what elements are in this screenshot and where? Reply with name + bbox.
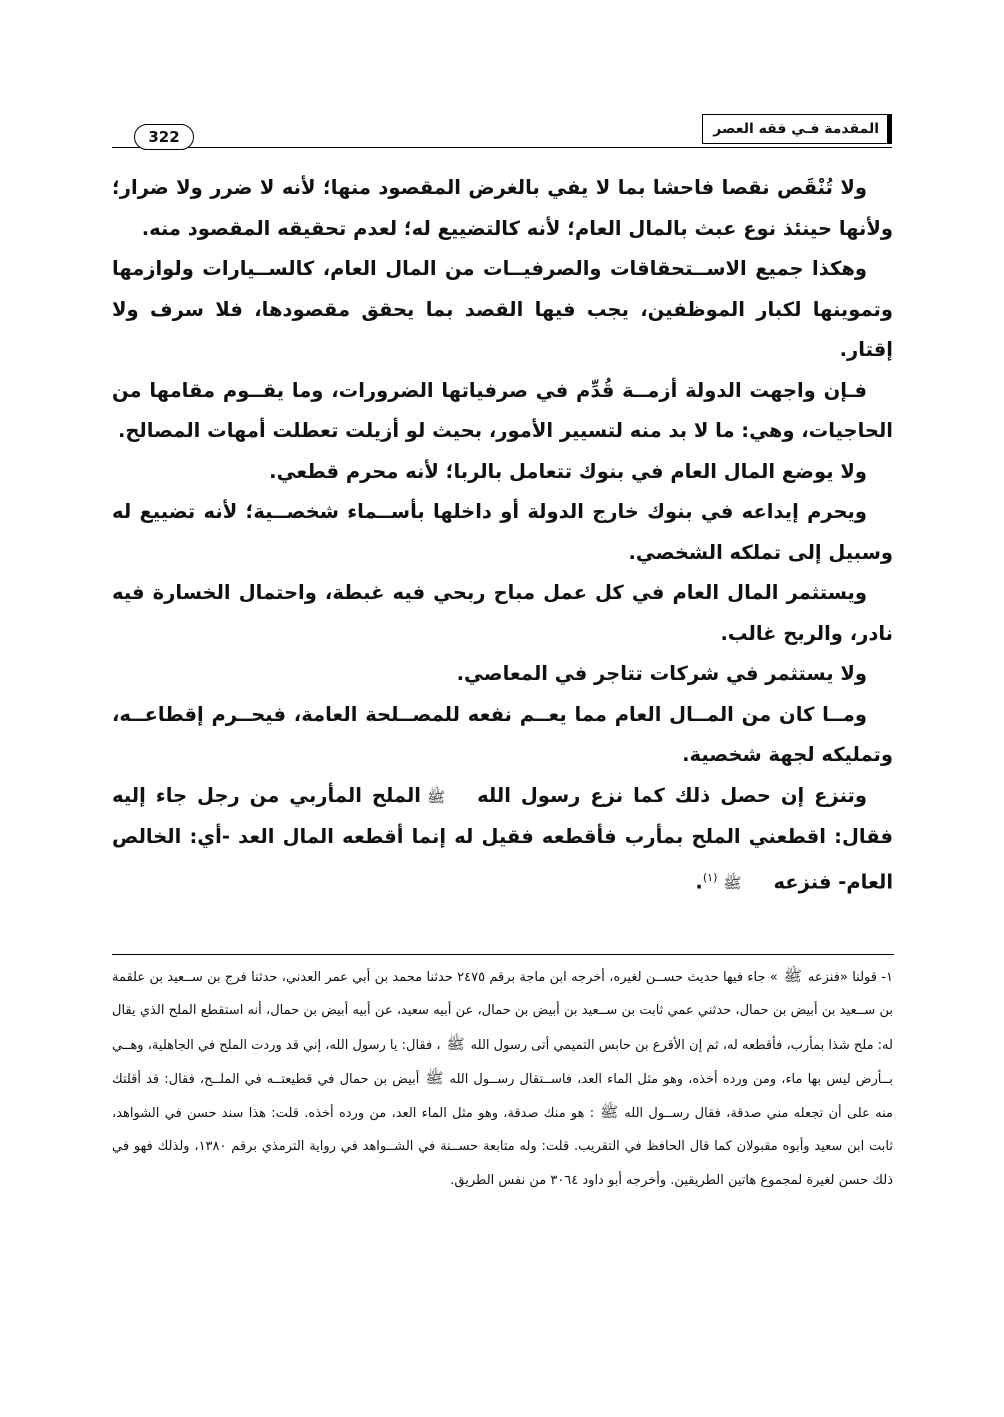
- footnote-text: [112, 960, 893, 1197]
- paragraph-7: ولا يستثمر في شركات تتاجر في المعاصي.: [456, 662, 867, 685]
- paragraph-4: ولا يوضع المال العام في بنوك تتعامل بالربا؛ لأنه محرم قطعي.: [269, 459, 867, 483]
- honorific-symbol: ﷺ: [723, 874, 742, 892]
- paragraph-6: ويستثمر المال العام في كل عمل مباح ربحي فيه غبطة، واحتمال الخسارة فيه نادر، والربح غالب.: [112, 581, 893, 645]
- honorific-symbol: ﷺ: [600, 1103, 619, 1122]
- honorific-symbol: ﷺ: [446, 1034, 465, 1053]
- footnote-part-4: أبيض بن حمال في قطيعتــه في الملــح، فقال: قد أقلتك منه على أن تجعله مني صدقة، فقال رســول الله: [112, 1071, 893, 1122]
- footnote-part-2: » جاء فيها حديث حســن لغيره، أخرجه ابن ماجة برقم ٢٤٧٥ حدثنا محمد بن أبي عمر العدني، حدثنا فرج بن ســعيد بن علقمة بن ســعيد بن أبيض بن حمال، حدثني عمي ثابت بن ســعيد بن أبيض بن حمال، عن أبيه سعيد، عن أبيه أبيض بن حمال، أنه استقطع الملح الذي يقال له: ملح شذا بمأرب، فأقطعه له، ثم إن الأقرع بن حابس التميمي أتى رسول الله: [112, 970, 893, 1053]
- paragraph-2: وهكذا جميع الاســتحقاقات والصرفيــات من المال العام، كالســيارات ولوازمها وتموينها لكبار الموظفين، يجب فيها القصد بما يحقق مقصودها، فلا سرف ولا إقتار.: [112, 257, 893, 361]
- honorific-symbol: ﷺ: [783, 967, 802, 985]
- paragraph-9-part-1: وتنزع إن حصل ذلك كما نزع رسول الله: [477, 783, 867, 807]
- footnote-marker[interactable]: (١): [702, 870, 718, 884]
- honorific-symbol: ﷺ: [426, 787, 446, 806]
- footnote-part-1: ١- قولنا «فنزعه: [807, 970, 893, 985]
- paragraph-3: فـإن واجهت الدولة أزمــة قُدِّم في صرفياتها الضرورات، وما يقــوم مقامها من الحاجيات، وهي: ما لا بد منه لتسيير الأمور، بحيث لو أزيلت تعطلت أمهات المصالح.: [112, 378, 893, 442]
- paragraph-8: ومــا كان من المــال العام مما يعــم نفعه للمصــلحة العامة، فيحــرم إقطاعــه، وتمليكه لجهة شخصية.: [112, 702, 893, 766]
- footnote: [112, 960, 893, 1197]
- footnote-part-5: : هو منك صدقة، وهو مثل الماء العد، من ورده أخذه. قلت: هذا سند حسن في الشواهد، ثابت ابن سعيد وأبوه مقبولان كما قال الحافظ في التقريب. قلت: وله متابعة حســنة في الشــواهد في رواية الترمذي برقم ١٣٨٠، ولذلك فهو في ذلك حسن لغيرة لمجموع هاتين الطريقين. وأخرجه أبو داود ٣٠٦٤ من نفس الطريق.: [112, 1106, 893, 1188]
- footnote-divider: [112, 954, 894, 955]
- paragraph-9-end: .: [695, 870, 703, 893]
- book-title: المقدمة فـي فقه العصر: [702, 114, 892, 144]
- paragraph-9: [112, 776, 893, 904]
- header-rule: [112, 147, 892, 148]
- paragraph-5: ويحرم إيداعه في بنوك خارج الدولة أو داخلها بأســماء شخصــية؛ لأنه تضييع له وسبيل إلى تملكه الشخصي.: [112, 500, 893, 564]
- footnote-part-3: ، فقال: يا رسول الله، إني قد وردت الملح في الجاهلية، وهــي بــأرض ليس بها ماء، ومن ورده أخذه، وهو مثل الماء العد، فاســتقال رســول الله: [112, 1037, 893, 1087]
- page-number: 322: [134, 124, 194, 150]
- main-text: [112, 168, 893, 904]
- honorific-symbol: ﷺ: [425, 1068, 444, 1087]
- page-header: [112, 112, 892, 152]
- paragraph-1: ولا تُنْقَص نقصا فاحشا بما لا يفي بالغرض المقصود منها؛ لأنه لا ضرر ولا ضرار؛ ولأنها حينئذ نوع عبث بالمال العام؛ لأنه كالتضييع له؛ لعدم تحقيقه المقصود منه.: [112, 176, 893, 240]
- paragraph-9-part-2: الملح المأربي من رجل جاء إليه فقال: اقطعني الملح بمأرب فأقطعه فقيل له إنما أقطعه المال العد -أي: الخالص العام- فنزعه: [112, 783, 893, 893]
